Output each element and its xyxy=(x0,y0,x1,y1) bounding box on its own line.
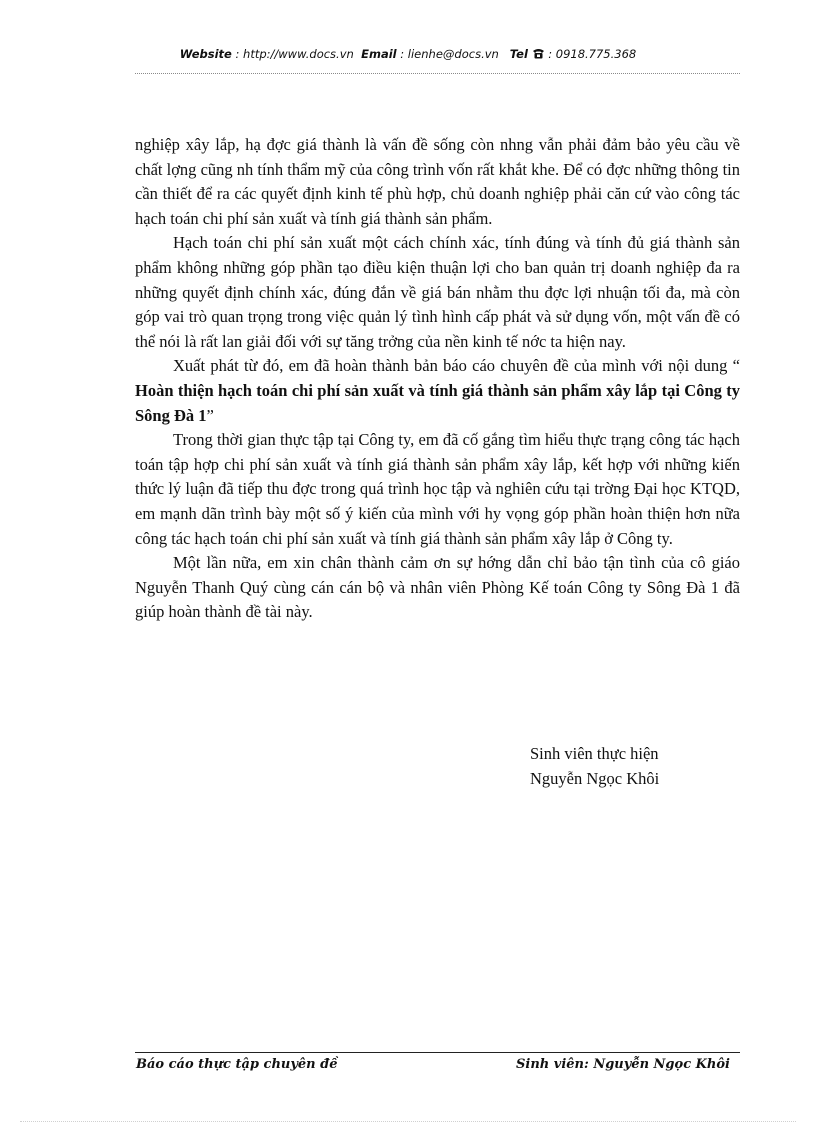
footer-divider xyxy=(135,1052,740,1053)
signature-block xyxy=(530,742,730,791)
tel-separator: : xyxy=(544,47,556,61)
website-separator: : xyxy=(231,47,244,61)
paragraph-3-intro: Xuất phát từ đó, em đã hoàn thành bản báo cáo chuyên đề của mình với nội dung “ xyxy=(173,356,740,376)
paragraph-2: Hạch toán chi phí sản xuất một cách chính xác, tính đúng và tính đủ giá thành sản phẩm không những góp phần tạo điều kiện thuận lợi cho ban quản trị doanh nghiệp đa ra những quyết định chính xác, đúng đắn về giá bán nhằm thu đợc lợi nhuận tối đa, mà còn góp vai trò quan trọng trong việc quản lý tình hình cấp phát và sử dụng vốn, một vấn đề có thể nói là rất lan giải đối với sự tăng trởng của nền kinh tế nớc ta hiện nay. xyxy=(135,233,740,351)
website-url[interactable]: http://www.docs.vn xyxy=(243,47,354,61)
tel-label: Tel xyxy=(509,47,528,61)
paragraph-4: Trong thời gian thực tập tại Công ty, em đã cố gắng tìm hiểu thực trạng công tác hạch toán tập hợp chi phí sản xuất và tính giá thành sản phẩm xây lắp, kết hợp với những kiến thức lý luận đã tiếp thu đợc trong quá trình học tập và nghiên cứu tại trờng Đại học KTQD, em mạnh dãn trình bày một số ý kiến của mình với hy vọng góp phần hoàn thiện hơn nữa công tác hạch toán chi phí sản xuất và tính giá thành sản phẩm xây lắp ở Công ty. xyxy=(135,430,740,548)
footer-student-label: Sinh viên: Nguyễn Ngọc Khôi xyxy=(516,1057,730,1072)
footer-report-label: Báo cáo thực tập chuyên đề xyxy=(136,1057,338,1072)
page-header xyxy=(0,47,816,61)
document-body xyxy=(135,133,740,625)
phone-icon xyxy=(532,47,545,61)
page-edge-divider xyxy=(20,1121,796,1122)
email-value[interactable]: lienhe@docs.vn xyxy=(407,47,499,61)
paragraph-1: nghiệp xây lắp, hạ đợc giá thành là vấn đề sống còn nhng vẫn phải đảm bảo yêu cầu về chất lợng cũng nh tính thẩm mỹ của công trình vốn rất khắt khe. Để có đợc những thông tin cần thiết để ra các quyết định kinh tế phù hợp, chủ doanh nghiệp phải căn cứ vào công tác hạch toán chi phí sản xuất và tính giá thành sản phẩm. xyxy=(135,135,740,228)
tel-value: 0918.775.368 xyxy=(555,47,637,61)
header-divider xyxy=(135,73,740,74)
email-label: Email xyxy=(361,47,397,61)
email-separator: : xyxy=(396,47,408,61)
paragraph-5: Một lần nữa, em xin chân thành cảm ơn sự hớng dẫn chỉ bảo tận tình của cô giáo Nguyễn Thanh Quý cùng cán cán bộ và nhân viên Phòng Kế toán Công ty Sông Đà 1 đã giúp hoàn thành đề tài này. xyxy=(135,553,740,622)
paragraph-3 xyxy=(135,354,740,428)
signature-name: Nguyễn Ngọc Khôi xyxy=(530,768,660,788)
website-label: Website xyxy=(179,47,232,61)
paragraph-3-close: ” xyxy=(206,405,214,425)
signature-role: Sinh viên thực hiện xyxy=(530,744,659,763)
report-title: Hoàn thiện hạch toán chi phí sản xuất và tính giá thành sản phẩm xây lắp tại Công ty Sông Đà 1 xyxy=(135,380,740,425)
